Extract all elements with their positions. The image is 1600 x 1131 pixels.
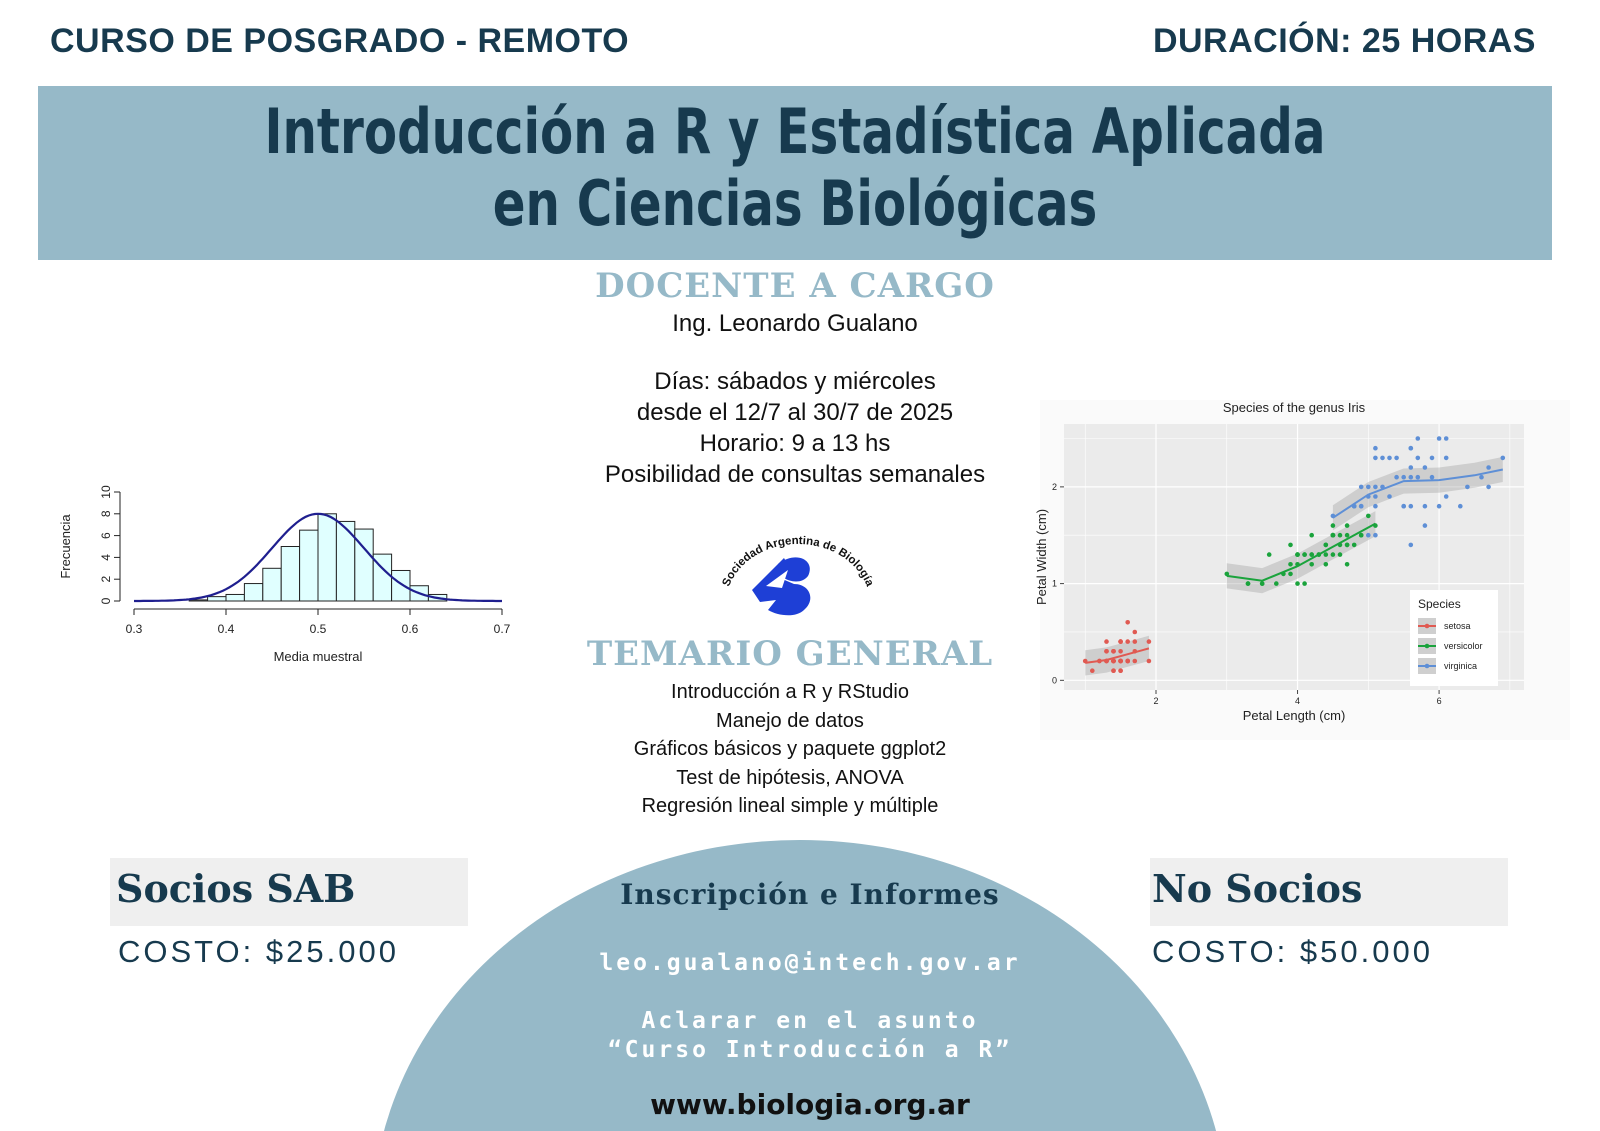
iris-point (1104, 639, 1109, 644)
iris-point (1366, 533, 1371, 538)
iris-point (1423, 465, 1428, 470)
histogram-y-tick-label: 0 (99, 597, 113, 605)
iris-point (1133, 630, 1138, 635)
iris-x-tick-label: 6 (1436, 696, 1442, 706)
histogram-bar (318, 514, 336, 601)
sab-logo-icon (718, 528, 878, 638)
iris-y-tick-label: 2 (1051, 481, 1057, 492)
topic-item: Introducción a R y RStudio (671, 681, 909, 703)
histogram-x-tick-label: 0.5 (309, 622, 327, 636)
iris-point (1309, 552, 1314, 557)
iris-point (1373, 533, 1378, 538)
iris-point (1338, 552, 1343, 557)
iris-point (1366, 485, 1371, 490)
iris-legend-dot (1425, 624, 1430, 629)
contact-email[interactable]: leo.gualano@intech.gov.ar (599, 950, 1021, 976)
iris-point (1267, 552, 1272, 557)
iris-point (1444, 436, 1449, 441)
iris-point (1125, 659, 1130, 664)
iris-point (1324, 562, 1329, 567)
iris-point (1302, 581, 1307, 586)
iris-point (1309, 562, 1314, 567)
iris-point (1104, 649, 1109, 654)
histogram-y-label: Frecuencia (58, 514, 73, 579)
iris-point (1409, 446, 1414, 451)
iris-point (1260, 581, 1265, 586)
title-banner (38, 86, 1552, 260)
histogram-bar (281, 547, 299, 602)
iris-y-tick-label: 1 (1051, 578, 1057, 589)
schedule-dates: desde el 12/7 al 30/7 de 2025 (636, 399, 954, 426)
course-title-line-2: en Ciencias Biológicas (492, 167, 1098, 240)
iris-point (1090, 668, 1095, 673)
histogram-bar (244, 584, 262, 601)
docente-section (540, 266, 1050, 339)
iris-point (1409, 475, 1414, 480)
iris-point (1416, 436, 1421, 441)
iris-point (1479, 475, 1484, 480)
iris-point (1401, 475, 1406, 480)
iris-point (1437, 436, 1442, 441)
topic-item: Regresión lineal simple y múltiple (641, 795, 939, 817)
iris-point (1147, 639, 1152, 644)
iris-chart-title: Species of the genus Iris (1222, 400, 1366, 415)
iris-point (1324, 543, 1329, 548)
iris-point (1118, 659, 1123, 664)
histogram-y-tick-label: 2 (99, 575, 113, 583)
schedule-days: Días: sábados y miércoles (654, 368, 936, 395)
iris-point (1345, 533, 1350, 538)
duration-label: DURACIÓN: 25 HORAS (1152, 22, 1536, 60)
iris-point (1359, 485, 1364, 490)
iris-point (1359, 504, 1364, 509)
iris-point (1359, 533, 1364, 538)
iris-point (1373, 485, 1378, 490)
iris-point (1331, 523, 1336, 528)
iris-point (1423, 523, 1428, 528)
schedule-section (540, 366, 1050, 490)
iris-point (1331, 552, 1336, 557)
iris-point (1309, 533, 1314, 538)
iris-point (1486, 465, 1491, 470)
iris-point (1486, 485, 1491, 490)
iris-point (1387, 456, 1392, 461)
iris-point (1288, 562, 1293, 567)
iris-point (1430, 456, 1435, 461)
contact-heading: Inscripción e Informes (620, 878, 1000, 911)
docente-name: Ing. Leonardo Gualano (672, 310, 918, 337)
iris-point (1288, 572, 1293, 577)
histogram-bar (226, 594, 244, 601)
topic-item: Gráficos básicos y paquete ggplot2 (633, 738, 947, 760)
iris-point (1416, 456, 1421, 461)
iris-point (1465, 485, 1470, 490)
histogram-y-tick-label: 10 (99, 485, 113, 499)
iris-point (1444, 456, 1449, 461)
iris-legend-label: setosa (1444, 621, 1471, 631)
histogram-x-tick-label: 0.4 (217, 622, 235, 636)
iris-point (1380, 456, 1385, 461)
docente-heading: DOCENTE A CARGO (595, 266, 995, 306)
topic-item: Manejo de datos (716, 709, 864, 732)
iris-point (1345, 562, 1350, 567)
histogram-bar (189, 600, 207, 601)
iris-point (1501, 456, 1506, 461)
iris-point (1111, 668, 1116, 673)
iris-point (1147, 659, 1152, 664)
iris-point (1324, 552, 1329, 557)
iris-x-tick-label: 4 (1295, 696, 1301, 706)
histogram-x-tick-label: 0.7 (493, 622, 511, 636)
logo-text: Sociedad Argentina de Biología (720, 534, 876, 589)
temario-section (530, 634, 1050, 821)
iris-point (1444, 494, 1449, 499)
iris-point (1423, 504, 1428, 509)
iris-x-label: Petal Length (cm) (1242, 708, 1346, 723)
iris-point (1430, 475, 1435, 480)
iris-point (1409, 465, 1414, 470)
iris-legend-label: versicolor (1444, 641, 1483, 651)
iris-point (1274, 581, 1279, 586)
iris-scatter-chart (1034, 400, 1570, 740)
non-members-title: No Socios (1152, 866, 1363, 911)
iris-point (1458, 504, 1463, 509)
iris-legend-dot (1425, 644, 1430, 649)
iris-legend-label: virginica (1444, 661, 1478, 671)
iris-point (1288, 543, 1293, 548)
iris-point (1133, 659, 1138, 664)
iris-point (1366, 514, 1371, 519)
iris-point (1345, 543, 1350, 548)
iris-point (1125, 620, 1130, 625)
iris-point (1125, 639, 1130, 644)
histogram-bar (300, 530, 318, 601)
course-type-label: CURSO DE POSGRADO - REMOTO (50, 22, 630, 60)
iris-point (1246, 581, 1251, 586)
histogram-bar (392, 570, 410, 601)
iris-legend-dot (1425, 664, 1430, 669)
subject-note-line-1: Aclarar en el asunto (641, 1008, 979, 1034)
iris-point (1387, 494, 1392, 499)
histogram-y-tick-label: 6 (99, 532, 113, 539)
iris-point (1409, 504, 1414, 509)
iris-point (1401, 504, 1406, 509)
iris-y-label: Petal Width (cm) (1034, 508, 1049, 606)
iris-point (1133, 639, 1138, 644)
iris-point (1373, 504, 1378, 509)
members-title: Socios SAB (116, 866, 356, 911)
iris-point (1373, 456, 1378, 461)
histogram-y-tick-label: 8 (99, 510, 113, 518)
iris-point (1352, 543, 1357, 548)
histogram-bar (263, 568, 281, 601)
iris-point (1331, 533, 1336, 538)
iris-point (1394, 475, 1399, 480)
non-members-cost: COSTO: $50.000 (1152, 934, 1433, 969)
histogram-bar (208, 597, 226, 601)
website-link[interactable]: www.biologia.org.ar (650, 1088, 970, 1121)
iris-point (1111, 649, 1116, 654)
histogram-chart (50, 480, 530, 690)
iris-point (1437, 504, 1442, 509)
iris-point (1373, 446, 1378, 451)
temario-heading: TEMARIO GENERAL (586, 634, 994, 674)
iris-point (1373, 494, 1378, 499)
histogram-y-tick-label: 4 (99, 554, 113, 561)
iris-point (1338, 533, 1343, 538)
histogram-x-tick-label: 0.3 (125, 622, 143, 636)
subject-note-line-2: “Curso Introducción a R” (607, 1037, 1013, 1063)
iris-point (1416, 475, 1421, 480)
course-title-line-1: Introducción a R y Estadística Aplicada (264, 95, 1326, 168)
schedule-hours: Horario: 9 a 13 hs (699, 430, 891, 457)
topic-item: Test de hipótesis, ANOVA (676, 766, 904, 789)
iris-point (1394, 456, 1399, 461)
iris-point (1409, 543, 1414, 548)
iris-point (1345, 523, 1350, 528)
iris-y-tick-label: 0 (1051, 675, 1057, 686)
histogram-x-tick-label: 0.6 (401, 622, 419, 636)
members-cost: COSTO: $25.000 (118, 934, 399, 969)
iris-x-tick-label: 2 (1153, 696, 1159, 706)
iris-point (1118, 639, 1123, 644)
iris-point (1118, 668, 1123, 673)
schedule-consults: Posibilidad de consultas semanales (604, 461, 986, 488)
iris-point (1302, 552, 1307, 557)
iris-legend (1410, 590, 1498, 686)
iris-point (1295, 552, 1300, 557)
histogram-x-label: Media muestral (273, 649, 363, 664)
iris-legend-title: Species (1418, 597, 1461, 611)
iris-point (1295, 581, 1300, 586)
iris-point (1118, 649, 1123, 654)
